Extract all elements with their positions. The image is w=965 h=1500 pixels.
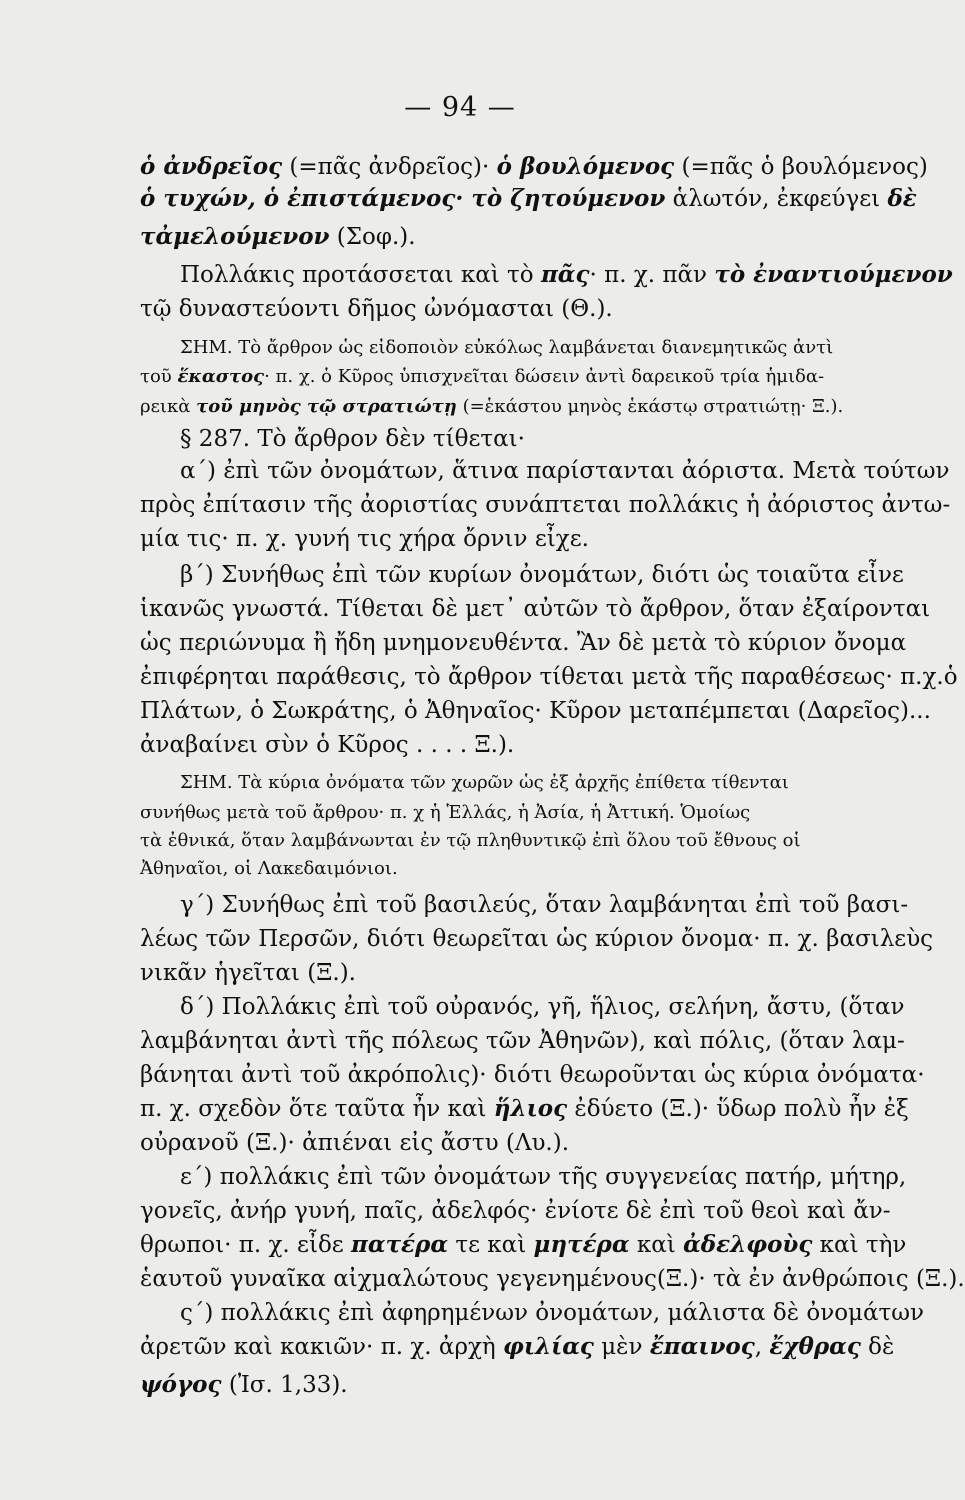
text-run: τοῦ bbox=[140, 366, 178, 387]
text-run: λαμβάνηται ἀντὶ τῆς πόλεως τῶν Ἀθηνῶν), καὶ πόλις, (ὅταν λαμ- bbox=[140, 1028, 905, 1054]
text-run: βάνηται ἀντὶ τοῦ ἀκρόπολις)· διότι θεωροῦνται ὡς κύρια ὀνόματα· bbox=[140, 1062, 925, 1088]
text-run: (=πᾶς ἀνδρεῖος)· bbox=[282, 154, 497, 180]
emphasized-text: ὁ τυχών, ὁ ἐπιστάμενος· τὸ ζητούμενον bbox=[140, 185, 666, 212]
text-run: ἀναβαίνει σὺν ὁ Κῦρος . . . . Ξ.). bbox=[140, 732, 515, 758]
text-run: μὲν bbox=[593, 1334, 650, 1360]
emphasized-text: ψόγος bbox=[140, 1371, 222, 1398]
emphasized-text: ἕκαστος bbox=[177, 366, 265, 387]
text-line bbox=[140, 730, 910, 760]
emphasized-text: ἔπαινος bbox=[649, 1333, 755, 1360]
text-line bbox=[140, 1026, 910, 1056]
text-line bbox=[140, 1370, 910, 1400]
text-run: τὰ ἐθνικά, ὅταν λαμβάνωνται ἐν τῷ πληθυντικῷ ἐπὶ ὅλου τοῦ ἔθνους οἱ bbox=[140, 830, 801, 851]
text-line bbox=[140, 1094, 910, 1124]
text-line bbox=[140, 662, 958, 692]
note-line bbox=[140, 333, 950, 363]
emphasized-text: πατέρα bbox=[351, 1231, 449, 1258]
text-run: καὶ τὴν bbox=[812, 1232, 907, 1258]
text-line bbox=[140, 424, 950, 454]
text-run: ς΄) πολλάκις ἐπὶ ἀφηρημένων ὀνομάτων, μάλιστα δὲ ὀνομάτων bbox=[180, 1300, 924, 1326]
text-line bbox=[140, 958, 910, 988]
text-run: οὐρανοῦ (Ξ.)· ἀπιέναι εἰς ἄστυ (Λυ.). bbox=[140, 1130, 570, 1156]
text-run: τῷ δυναστεύοντι δῆμος ὠνόμασται (Θ.). bbox=[140, 296, 613, 322]
text-run: Ἀθηναῖοι, οἱ Λακεδαιμόνιοι. bbox=[140, 858, 398, 879]
note-line bbox=[140, 854, 910, 884]
emphasized-text: φιλίας bbox=[503, 1333, 594, 1360]
text-run: πρὸς ἐπίτασιν τῆς ἀοριστίας συνάπτεται πολλάκις ἡ ἀόριστος ἀντω- bbox=[140, 492, 951, 518]
emphasized-text: δὲ bbox=[887, 185, 917, 212]
text-run: Πλάτων, ὁ Σωκράτης, ὁ Ἀθηναῖος· Κῦρον μεταπέμπεται (Δαρεῖος)... bbox=[140, 698, 931, 724]
text-run: ἁλωτόν, ἐκφεύγει bbox=[665, 186, 888, 212]
text-line bbox=[140, 696, 931, 726]
emphasized-text: ἔχθρας bbox=[769, 1333, 861, 1360]
text-run: (Σοφ.). bbox=[329, 224, 416, 250]
text-run: καὶ bbox=[629, 1232, 684, 1258]
text-line bbox=[140, 260, 953, 290]
text-run: δ΄) Πολλάκις ἐπὶ τοῦ οὐρανός, γῆ, ἥλιος, σελήνη, ἄστυ, (ὅταν bbox=[180, 994, 905, 1020]
text-run: μία τις· π. χ. γυνή τις χήρα ὄρνιν εἶχε. bbox=[140, 526, 589, 552]
text-run: ἐπιφέρηται παράθεσις, τὸ ἄρθρον τίθεται μετὰ τῆς παραθέσεως· π.χ.ὁ bbox=[140, 664, 958, 690]
text-line bbox=[140, 490, 951, 520]
text-run: γ΄) Συνήθως ἐπὶ τοῦ βασιλεύς, ὅταν λαμβάνηται ἐπὶ τοῦ βασι- bbox=[180, 892, 909, 918]
text-line bbox=[140, 1128, 910, 1158]
note-line bbox=[140, 826, 910, 856]
text-line bbox=[140, 152, 928, 182]
emphasized-text: τοῦ μηνὸς τῷ στρατιώτῃ bbox=[196, 396, 457, 417]
text-run: (=ἑκάστου μηνὸς ἑκάστῳ στρατιώτῃ· Ξ.). bbox=[456, 396, 844, 417]
text-run: νικᾶν ἡγεῖται (Ξ.). bbox=[140, 960, 356, 986]
note-line bbox=[140, 768, 950, 798]
text-run: ἑαυτοῦ γυναῖκα αἰχμαλώτους γεγενημένους(Ξ.)· τὰ ἐν ἀνθρώποις (Ξ.). bbox=[140, 1266, 965, 1292]
text-run: ἐδύετο (Ξ.)· ὕδωρ πολὺ ἦν ἐξ bbox=[567, 1096, 909, 1122]
text-run: ρεικὰ bbox=[140, 396, 197, 417]
note-line bbox=[140, 362, 910, 392]
text-run: § 287. Τὸ ἄρθρον δὲν τίθεται· bbox=[180, 426, 525, 452]
text-line bbox=[140, 924, 934, 954]
text-run: (=πᾶς ὁ βουλόμενος) bbox=[674, 154, 928, 180]
text-run: · π. χ. ὁ Κῦρος ὑπισχνεῖται δώσειν ἀντὶ δαρεικοῦ τρία ἡμιδα- bbox=[264, 366, 825, 387]
text-run: θρωποι· π. χ. εἶδε bbox=[140, 1232, 352, 1258]
text-line bbox=[140, 560, 950, 590]
text-run: , bbox=[754, 1334, 770, 1360]
text-line bbox=[140, 1264, 965, 1294]
text-line bbox=[140, 594, 931, 624]
text-line bbox=[140, 184, 917, 214]
text-line bbox=[140, 1230, 910, 1260]
text-run: δὲ bbox=[860, 1334, 895, 1360]
text-run: συνήθως μετὰ τοῦ ἄρθρου· π. χ ἡ Ἑλλάς, ἡ Ἀσία, ἡ Ἀττική. Ὁμοίως bbox=[140, 802, 751, 823]
emphasized-text: τὸ ἐναντιούμενον bbox=[714, 261, 953, 288]
text-run: ε΄) πολλάκις ἐπὶ τῶν ὀνομάτων τῆς συγγενείας πατήρ, μήτηρ, bbox=[180, 1164, 907, 1190]
text-run: ΣΗΜ. Τὰ κύρια ὀνόματα τῶν χωρῶν ὡς ἐξ ἀρχῆς ἐπίθετα τίθενται bbox=[180, 772, 789, 793]
text-run: Πολλάκις προτάσσεται καὶ τὸ bbox=[180, 262, 541, 288]
text-line bbox=[140, 1298, 950, 1328]
emphasized-text: ὁ βουλόμενος bbox=[496, 153, 675, 180]
text-run: γονεῖς, ἀνήρ γυνή, παῖς, ἀδελφός· ἐνίοτε δὲ ἐπὶ τοῦ θεοὶ καὶ ἄν- bbox=[140, 1198, 891, 1224]
text-line bbox=[140, 1060, 925, 1090]
emphasized-text: τἀμελούμενον bbox=[140, 223, 330, 250]
text-run: α΄) ἐπὶ τῶν ὀνομάτων, ἅτινα παρίστανται ἀόριστα. Μετὰ τούτων bbox=[180, 458, 950, 484]
text-run: λέως τῶν Περσῶν, διότι θεωρεῖται ὡς κύριον ὄνομα· π. χ. βασιλεὺς bbox=[140, 926, 934, 952]
text-run: τε καὶ bbox=[448, 1232, 534, 1258]
text-run: ὡς περιώνυμα ἢ ἤδη μνημονευθέντα. Ἂν δὲ μετὰ τὸ κύριον ὄνομα bbox=[140, 630, 907, 656]
emphasized-text: πᾶς bbox=[540, 261, 590, 288]
text-line bbox=[140, 628, 910, 658]
text-run: ἱκανῶς γνωστά. Τίθεται δὲ μετ᾿ αὐτῶν τὸ ἄρθρον, ὅταν ἐξαίρονται bbox=[140, 596, 931, 622]
text-run: · π. χ. πᾶν bbox=[589, 262, 715, 288]
text-line bbox=[140, 456, 950, 486]
text-line bbox=[140, 294, 910, 324]
emphasized-text: ἀδελφοὺς bbox=[683, 1231, 813, 1258]
emphasized-text: μητέρα bbox=[533, 1231, 630, 1258]
text-line bbox=[140, 524, 910, 554]
text-line bbox=[140, 890, 950, 920]
text-run: β΄) Συνήθως ἐπὶ τῶν κυρίων ὀνομάτων, διότι ὡς τοιαῦτα εἶνε bbox=[180, 562, 904, 588]
text-run: ΣΗΜ. Τὸ ἄρθρον ὡς εἰδοποιὸν εὐκόλως λαμβάνεται διανεμητικῶς ἀντὶ bbox=[180, 337, 834, 358]
note-line bbox=[140, 392, 910, 422]
text-line bbox=[140, 222, 910, 252]
text-line bbox=[140, 1196, 910, 1226]
page-number: — 94 — bbox=[404, 92, 516, 123]
text-run: π. χ. σχεδὸν ὅτε ταῦτα ἦν καὶ bbox=[140, 1096, 494, 1122]
text-run: ἀρετῶν καὶ κακιῶν· π. χ. ἀρχὴ bbox=[140, 1334, 504, 1360]
note-line bbox=[140, 798, 910, 828]
text-line bbox=[140, 992, 950, 1022]
text-line bbox=[140, 1332, 910, 1362]
text-run: (Ἰσ. 1,33). bbox=[221, 1372, 348, 1398]
emphasized-text: ἥλιος bbox=[493, 1095, 568, 1122]
text-line bbox=[140, 1162, 950, 1192]
emphasized-text: ὁ ἀνδρεῖος bbox=[140, 153, 283, 180]
